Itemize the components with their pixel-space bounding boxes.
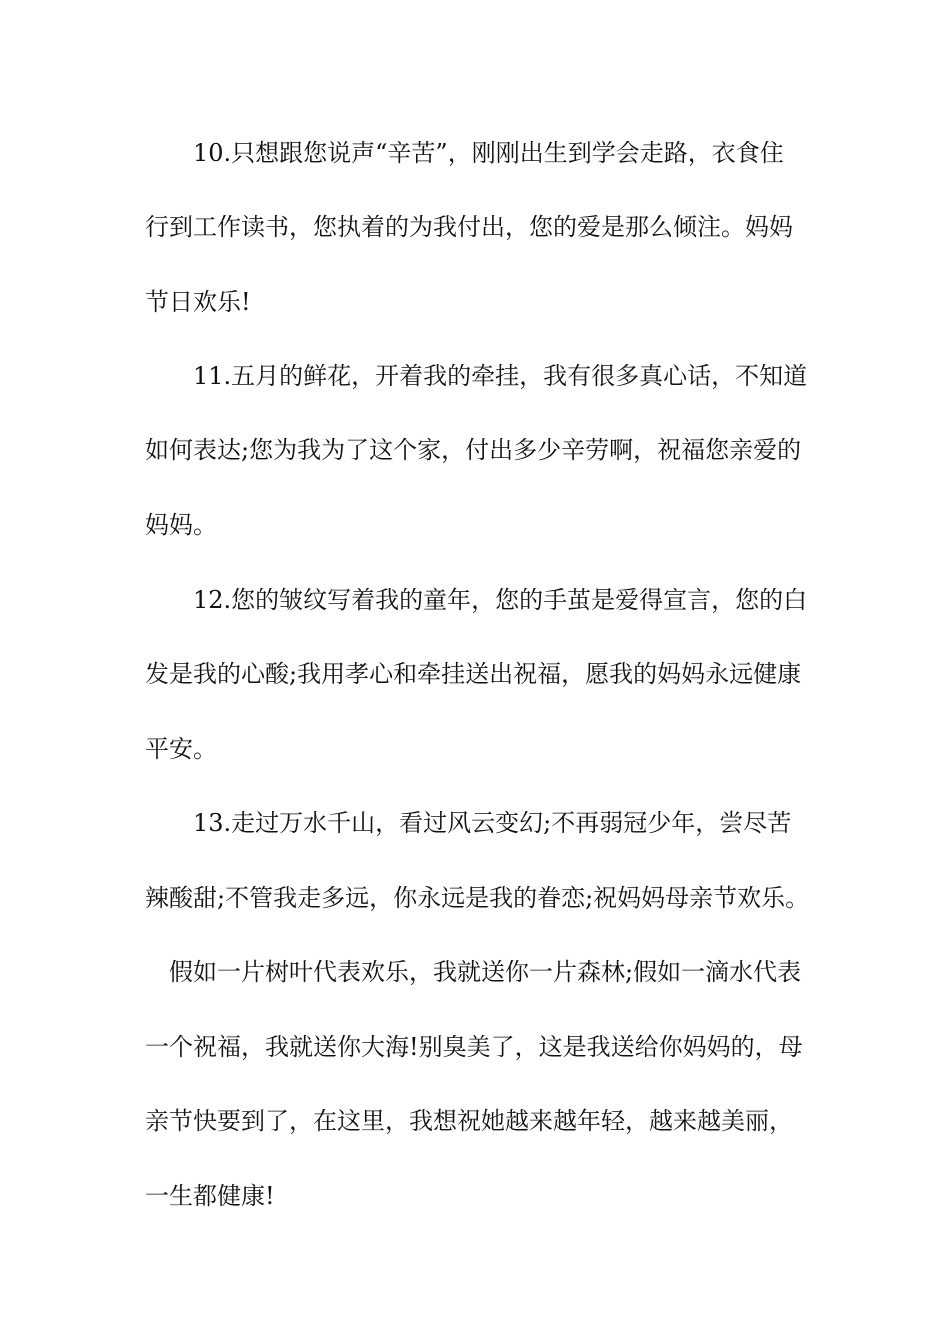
paragraph-13-line-1: 13.走过万水千山，看过风云变幻;不再弱冠少年，尝尽苦	[193, 809, 792, 837]
paragraph-12-line-3: 平安。	[145, 735, 217, 763]
paragraph-10-line-2: 行到工作读书，您执着的为我付出，您的爱是那么倾注。妈妈	[145, 213, 793, 241]
paragraph-10-line-3: 节日欢乐!	[145, 288, 251, 316]
paragraph-11-line-2: 如何表达;您为我为了这个家，付出多少辛劳啊，祝福您亲爱的	[145, 436, 802, 464]
paragraph-13-line-2: 辣酸甜;不管我走多远，你永远是我的眷恋;祝妈妈母亲节欢乐。	[145, 884, 810, 912]
paragraph-11-line-1: 11.五月的鲜花，开着我的牵挂，我有很多真心话，不知道	[193, 362, 808, 390]
paragraph-10-line-1: 10.只想跟您说声“辛苦”，刚刚出生到学会走路，衣食住	[193, 139, 784, 167]
paragraph-12-line-2: 发是我的心酸;我用孝心和牵挂送出祝福，愿我的妈妈永远健康	[145, 660, 802, 688]
paragraph-12-line-1: 12.您的皱纹写着我的童年，您的手茧是爱得宣言，您的白	[193, 586, 808, 614]
final-paragraph-line-2: 一个祝福，我就送你大海!别臭美了，这是我送给你妈妈的，母	[145, 1033, 803, 1061]
final-paragraph-line-1: 假如一片树叶代表欢乐，我就送你一片森林;假如一滴水代表	[169, 958, 802, 986]
final-paragraph-line-4: 一生都健康!	[145, 1182, 275, 1210]
paragraph-11-line-3: 妈妈。	[145, 511, 217, 539]
final-paragraph-line-3: 亲节快要到了，在这里，我想祝她越来越年轻，越来越美丽，	[145, 1107, 793, 1135]
